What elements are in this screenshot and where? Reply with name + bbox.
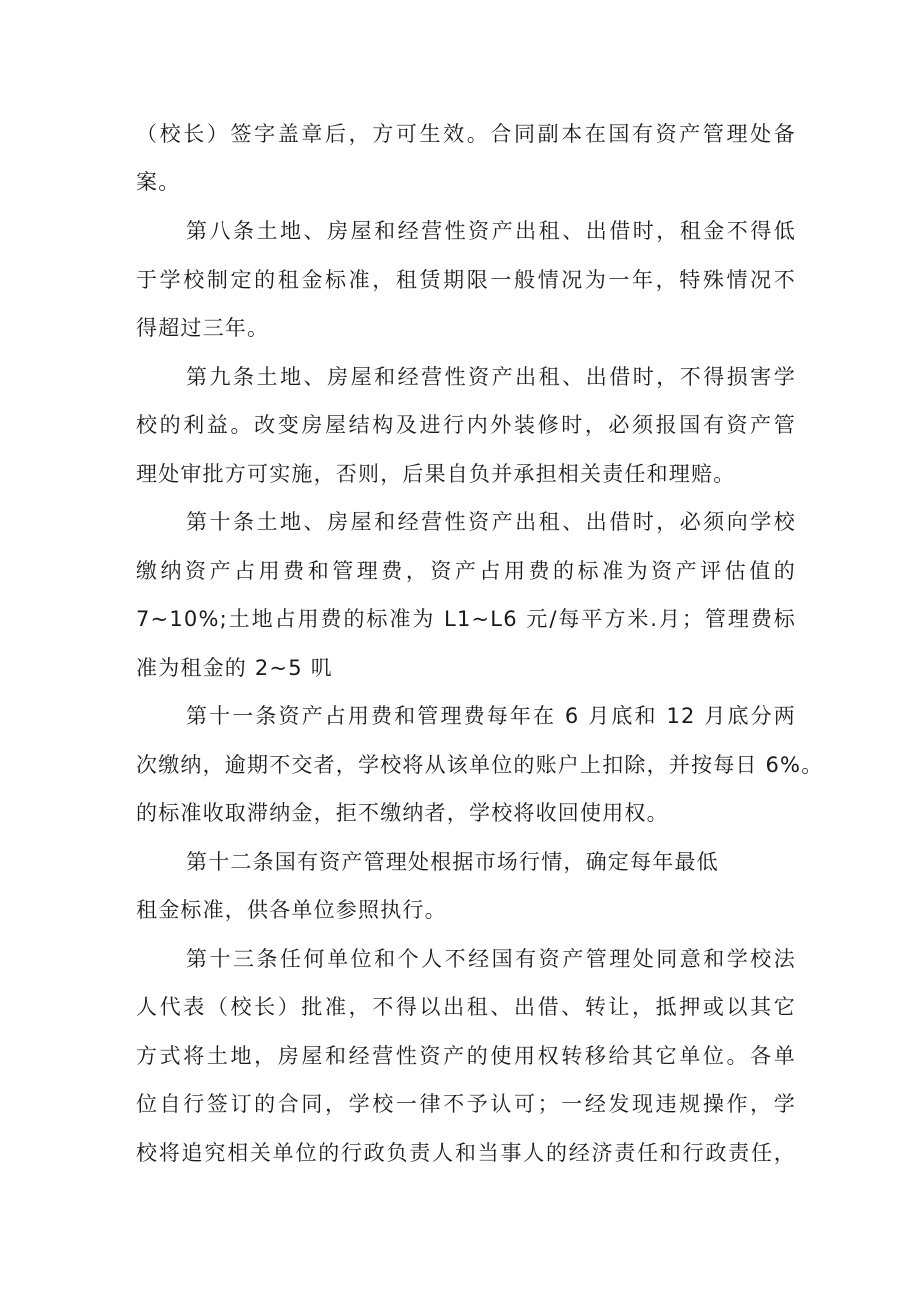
text-line: 人代表（校长）批准，不得以出租、出借、转让，抵押或以其它	[136, 995, 796, 1019]
text-line: 7~10%;土地占用费的标准为 L1~L6 元/每平方米.月；管理费标	[136, 607, 796, 631]
article-9-line: 第九条土地、房屋和经营性资产出租、出借时，不得损害学	[186, 365, 796, 389]
article-12-line: 第十二条国有资产管理处根据市场行情，确定每年最低	[186, 850, 719, 874]
text-line: 校将追究相关单位的行政负责人和当事人的经济责任和行政责任，	[136, 1141, 796, 1165]
text-line: 租金标准，供各单位参照执行。	[136, 898, 447, 922]
article-10-line: 第十条土地、房屋和经营性资产出租、出借时，必须向学校	[186, 510, 796, 534]
article-8-line: 第八条土地、房屋和经营性资产出租、出借时，租金不得低	[186, 219, 796, 243]
text-line: 案。	[136, 170, 181, 194]
text-line: 缴纳资产占用费和管理费，资产占用费的标准为资产评估值的	[136, 559, 796, 583]
text-line: 得超过三年。	[136, 316, 270, 340]
text-line: 校的利益。改变房屋结构及进行内外装修时，必须报国有资产管	[136, 413, 796, 437]
text-line: 的标准收取滞纳金，拒不缴纳者，学校将收回使用权。	[136, 801, 669, 825]
article-11-line: 第十一条资产占用费和管理费每年在 6 月底和 12 月底分两	[186, 704, 796, 728]
text-line: 准为租金的 2~5 叽	[136, 656, 333, 680]
text-line: 位自行签订的合同，学校一律不予认可；一经发现违规操作，学	[136, 1092, 796, 1116]
article-13-line: 第十三条任何单位和个人不经国有资产管理处同意和学校法	[186, 947, 796, 971]
text-line: （校长）签字盖章后，方可生效。合同副本在国有资产管理处备	[136, 122, 796, 146]
text-line: 次缴纳，逾期不交者，学校将从该单位的账户上扣除，并按每日 6%。	[136, 753, 824, 777]
text-line: 理处审批方可实施，否则，后果自负并承担相关责任和理赔。	[136, 462, 736, 486]
text-line: 于学校制定的租金标准，租赁期限一般情况为一年，特殊情况不	[136, 268, 796, 292]
text-line: 方式将土地，房屋和经营性资产的使用权转移给其它单位。各单	[136, 1044, 796, 1068]
